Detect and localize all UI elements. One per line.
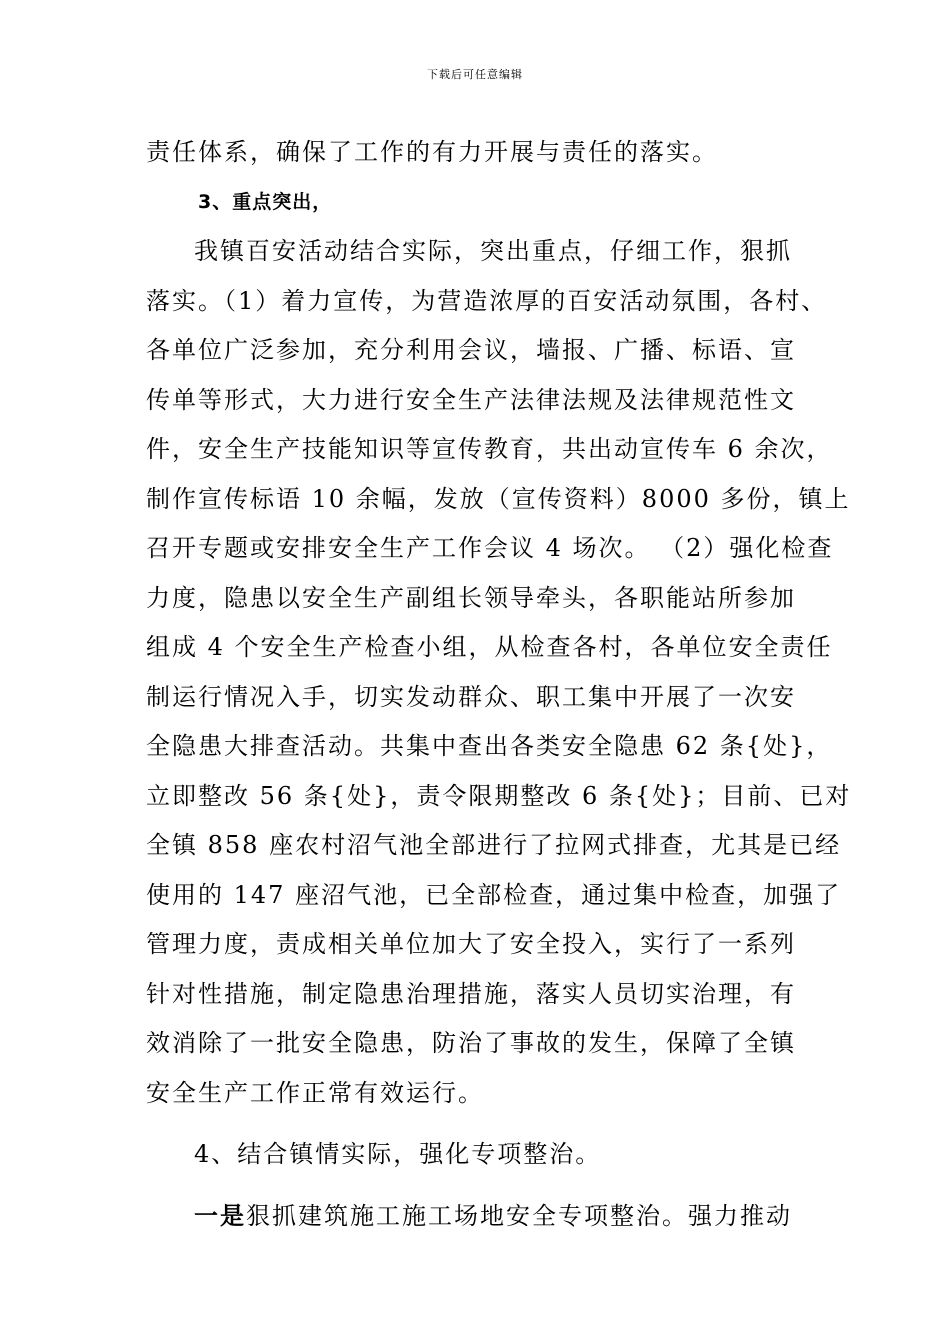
section-heading: 3、重点突出， <box>198 190 333 213</box>
paragraph-line: 召开专题或安排安全生产工作会议 4 场次。 （2）强化检查 <box>146 534 834 562</box>
paragraph-line: 制运行情况入手，切实发动群众、职工集中开展了一次安 <box>146 682 796 711</box>
paragraph-line: 安全生产工作正常有效运行。 <box>146 1078 484 1107</box>
paragraph-line: 管理力度，责成相关单位加大了安全投入，实行了一系列 <box>146 930 796 958</box>
paragraph-line <box>146 1192 846 1242</box>
paragraph-line: 落实。（1）着力宣传，为营造浓厚的百安活动氛围，各村、 <box>146 286 828 315</box>
paragraph-line: 效消除了一批安全隐患，防治了事故的发生，保障了全镇 <box>146 1029 796 1057</box>
paragraph-line: 针对性措施，制定隐患治理措施，落实人员切实治理，有 <box>146 979 796 1008</box>
paragraph-line-text: 狠抓建筑施工施工场地安全专项整治。强力推动 <box>246 1201 792 1230</box>
paragraph-line: 立即整改 56 条{处}，责令限期整改 6 条{处}；目前、已对 <box>146 781 852 810</box>
document-body <box>146 128 852 1241</box>
paragraph-line: 责任体系，确保了工作的有力开展与责任的落实。 <box>146 138 718 166</box>
paragraph-line: 使用的 147 座沼气池，已全部检查，通过集中检查，加强了 <box>146 880 842 909</box>
paragraph-line: 力度，隐患以安全生产副组长领导牵头，各职能站所参加 <box>146 583 796 612</box>
bold-lead-text: 一是 <box>194 1201 246 1230</box>
paragraph-line: 传单等形式，大力进行安全生产法律法规及法律规范性文 <box>146 385 796 414</box>
paragraph-line: 我镇百安活动结合实际，突出重点，仔细工作，狠抓 <box>194 237 792 265</box>
paragraph-line: 全镇 858 座农村沼气池全部进行了拉网式排查，尤其是已经 <box>146 831 842 859</box>
paragraph-line: 全隐患大排查活动。共集中查出各类安全隐患 62 条{处}， <box>146 732 833 760</box>
paragraph-line: 制作宣传标语 10 余幅，发放（宣传资料）8000 多份，镇上 <box>146 484 851 513</box>
page-header-note: 下载后可任意编辑 <box>427 68 523 81</box>
section-heading: 4、结合镇情实际，强化专项整治。 <box>194 1140 602 1168</box>
paragraph-line: 各单位广泛参加，充分利用会议，墙报、广播、标语、宣 <box>146 336 796 364</box>
paragraph-line: 件，安全生产技能知识等宣传教育，共出动宣传车 6 余次， <box>146 435 833 463</box>
paragraph-line: 组成 4 个安全生产检查小组，从检查各村，各单位安全责任 <box>146 633 833 661</box>
